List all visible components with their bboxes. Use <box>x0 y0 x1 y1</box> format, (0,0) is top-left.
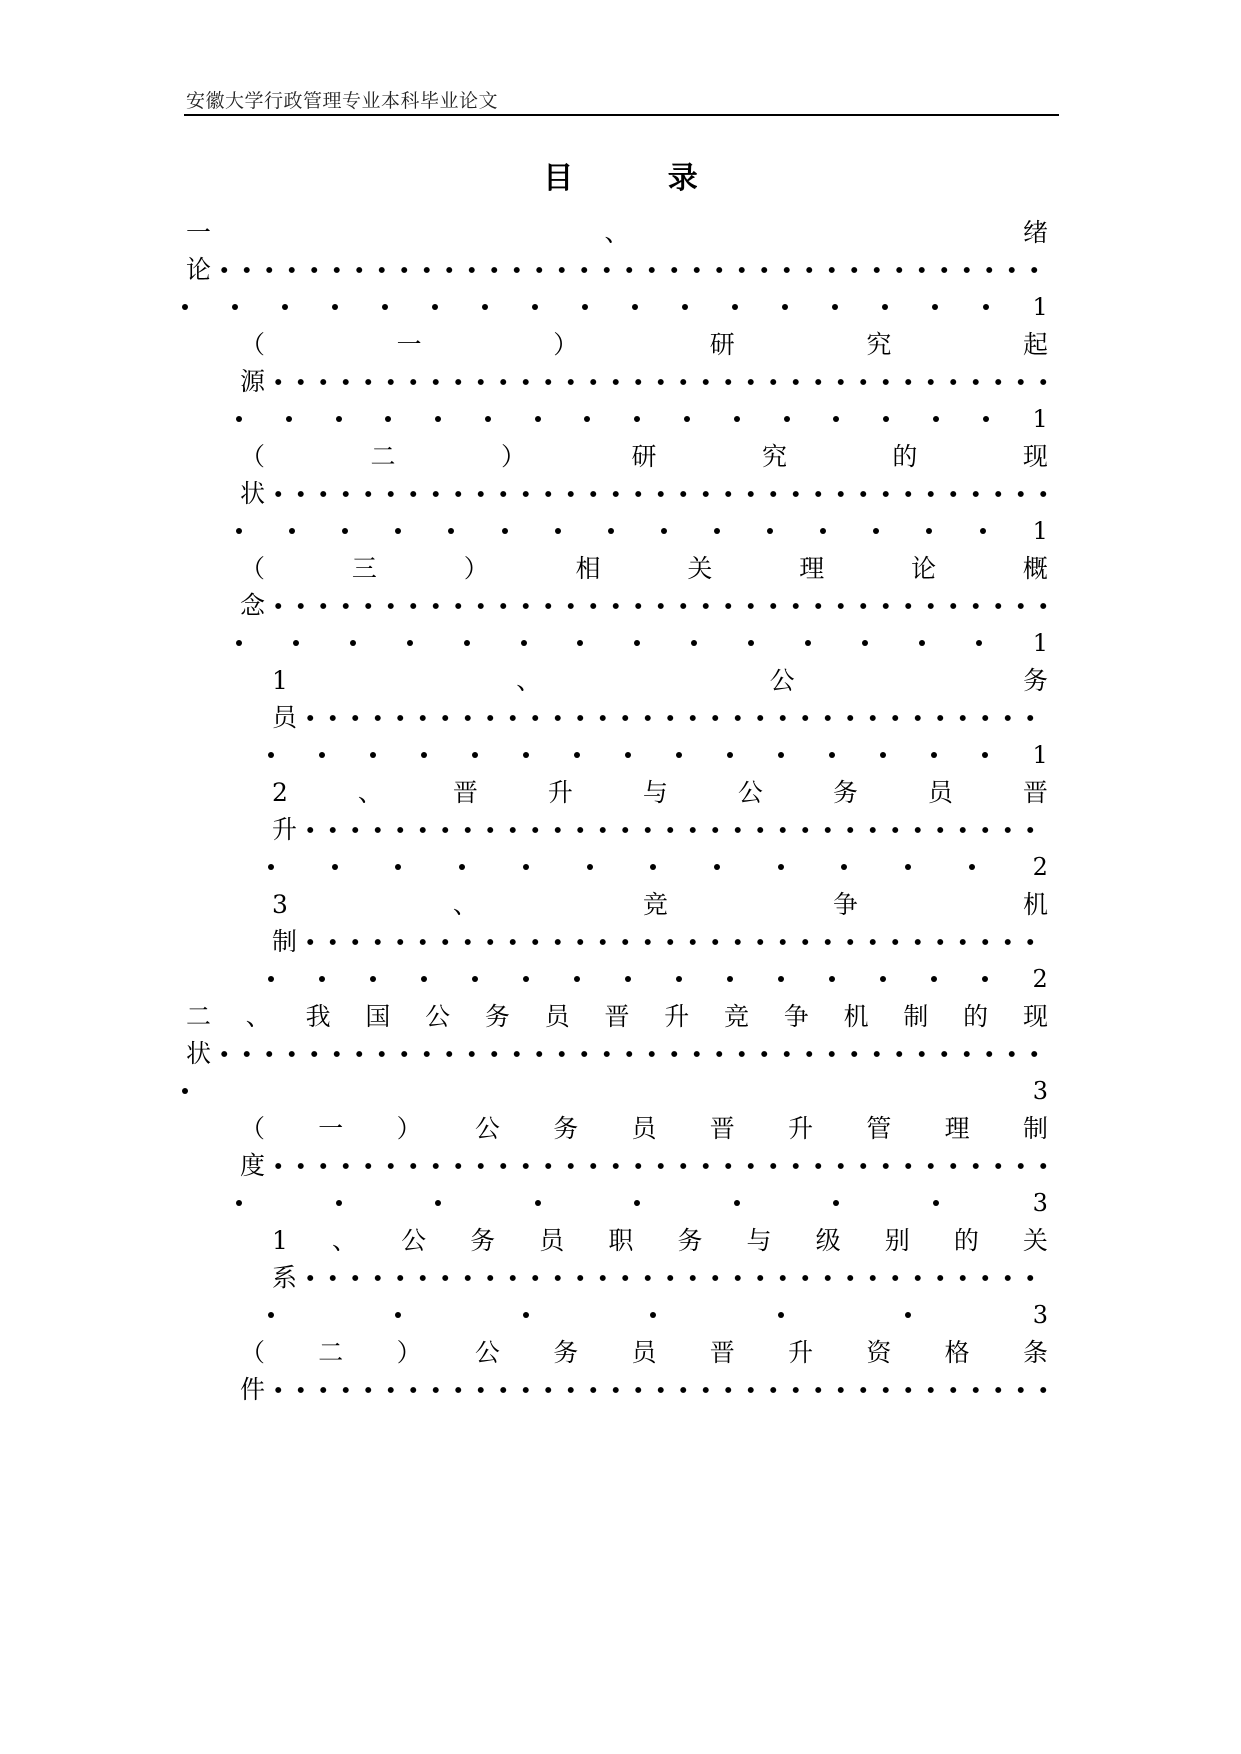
toc-entry-char: 员 <box>539 1226 565 1255</box>
leader-dot <box>382 304 388 310</box>
toc-page-number[interactable]: 1 <box>1032 293 1048 321</box>
toc-entry-leader-line <box>240 1145 1048 1187</box>
toc-entry-char: 相 <box>575 554 601 583</box>
leader-dot <box>976 640 982 646</box>
leader-dot <box>778 752 784 758</box>
toc-entry-char: 公 <box>401 1226 427 1255</box>
toc-entry-char: 公 <box>425 1002 451 1031</box>
leader-dot <box>523 864 529 870</box>
toc-entry-page-line <box>182 1070 1048 1112</box>
dot-leader <box>267 361 1048 403</box>
toc-entry-char: 晋 <box>604 1002 630 1031</box>
toc-entry-leader-line <box>272 809 1048 851</box>
toc-entry-page-line <box>268 958 1048 1000</box>
toc-entry-char: （ <box>240 1114 266 1143</box>
toc-entry-title-line[interactable] <box>240 1332 1048 1374</box>
toc-entry-char: 一 <box>186 218 212 247</box>
toc-entry-leader-line <box>240 1369 1048 1411</box>
toc-entry-char: 条 <box>1022 1338 1048 1367</box>
toc-entry-page-line <box>236 510 1048 552</box>
toc-page-number[interactable]: 3 <box>1032 1301 1048 1329</box>
toc-entry-char: 关 <box>1022 1226 1048 1255</box>
toc-entry-page-line <box>236 1182 1048 1224</box>
toc-entry-char: 概 <box>1022 554 1048 583</box>
dot-leader <box>299 697 1048 739</box>
leader-dot <box>574 752 580 758</box>
toc-entry-char: 现 <box>1022 442 1048 471</box>
toc-entry-char: 关 <box>687 554 713 583</box>
toc-entry-char: 务 <box>553 1114 579 1143</box>
toc-entry-char: 晋 <box>709 1114 735 1143</box>
leader-dot <box>980 528 986 534</box>
toc-entry-char: 、 <box>604 218 630 247</box>
leader-dot <box>933 416 939 422</box>
leader-dot <box>982 752 988 758</box>
leader-dot <box>332 864 338 870</box>
toc-entry-char: 二 <box>186 1002 212 1031</box>
leader-dot <box>778 976 784 982</box>
toc-entry-leader-line <box>272 1257 1048 1299</box>
toc-entry-title-line[interactable] <box>240 324 1048 366</box>
leader-dot <box>282 304 288 310</box>
leader-dot <box>432 304 438 310</box>
toc-entry-char: 员 <box>927 778 953 807</box>
toc-entry-char: 、 <box>357 778 383 807</box>
leader-dot <box>691 640 697 646</box>
toc-entry-char: ） <box>396 1338 422 1367</box>
toc-entry-char: 员 <box>631 1114 657 1143</box>
dot-leader <box>299 921 1048 963</box>
toc-entry-char: （ <box>240 1338 266 1367</box>
leader-dot <box>236 640 242 646</box>
toc-entry-char: 公 <box>474 1114 500 1143</box>
leader-dot <box>523 976 529 982</box>
leader-dot <box>236 528 242 534</box>
toc-entry-char: 研 <box>709 330 735 359</box>
leader-dot <box>625 752 631 758</box>
toc-entry-char: 晋 <box>452 778 478 807</box>
toc-entry-char: 1 <box>272 666 288 695</box>
toc-entry-char: 究 <box>866 330 892 359</box>
toc-entry-char: 一 <box>318 1114 344 1143</box>
toc-entry-char: 与 <box>746 1226 772 1255</box>
leader-dot <box>268 976 274 982</box>
leader-dot <box>778 1312 784 1318</box>
leader-dot <box>268 1312 274 1318</box>
leader-dot <box>535 416 541 422</box>
leader-dot <box>472 976 478 982</box>
leader-dot <box>584 416 590 422</box>
toc-entry-last-char: 源 <box>240 367 266 396</box>
toc-page-number[interactable]: 1 <box>1032 405 1048 433</box>
toc-entry-last-char: 系 <box>272 1263 298 1292</box>
toc-entry-last-char: 状 <box>240 479 266 508</box>
leader-dot <box>523 752 529 758</box>
leader-dot <box>841 864 847 870</box>
toc-entry-title-line[interactable] <box>240 548 1048 590</box>
leader-dot <box>820 528 826 534</box>
leader-dot <box>880 752 886 758</box>
toc-entry-char: 晋 <box>1022 778 1048 807</box>
toc-entry-last-char: 度 <box>240 1151 266 1180</box>
leader-dot <box>880 976 886 982</box>
running-header: 安徽大学行政管理专业本科毕业论文 <box>186 90 499 112</box>
toc-entry-char: 公 <box>737 778 763 807</box>
leader-dot <box>535 1200 541 1206</box>
toc-entry-char: ） <box>396 1114 422 1143</box>
leader-dot <box>727 752 733 758</box>
toc-entry-char: ） <box>553 330 579 359</box>
toc-entry-leader-line <box>272 921 1048 963</box>
toc-entry-title-line[interactable] <box>186 996 1048 1038</box>
toc-entry-char: 升 <box>547 778 573 807</box>
toc-entry-char: 务 <box>677 1226 703 1255</box>
toc-entry-char: 管 <box>866 1114 892 1143</box>
toc-entry-char: 争 <box>783 1002 809 1031</box>
toc-entry-char: ） <box>500 442 526 471</box>
leader-dot <box>286 416 292 422</box>
leader-dot <box>767 528 773 534</box>
dot-leader <box>267 473 1048 515</box>
toc-entry-char: 机 <box>1022 890 1048 919</box>
leader-dot <box>983 416 989 422</box>
leader-dot <box>778 864 784 870</box>
leader-dot <box>833 416 839 422</box>
toc-entry-char: 务 <box>470 1226 496 1255</box>
leader-dot <box>482 304 488 310</box>
toc-page-number[interactable]: 1 <box>1032 629 1048 657</box>
toc-entry-title-line[interactable] <box>272 660 1048 702</box>
leader-dot <box>182 304 188 310</box>
leader-dot <box>421 752 427 758</box>
leader-dot <box>395 528 401 534</box>
toc-entry-char: 起 <box>1022 330 1048 359</box>
leader-dot <box>931 976 937 982</box>
toc-entry-char: 公 <box>474 1338 500 1367</box>
leader-dot <box>608 528 614 534</box>
leader-dot <box>832 304 838 310</box>
leader-dot <box>336 1200 342 1206</box>
leader-dot <box>919 640 925 646</box>
toc-entry-page-line <box>268 846 1048 888</box>
toc-entry-char: 务 <box>1022 666 1048 695</box>
leader-dot <box>582 304 588 310</box>
toc-entry-char: 升 <box>788 1114 814 1143</box>
toc-entry-title-line[interactable] <box>186 212 1048 254</box>
toc-entry-char: 机 <box>843 1002 869 1031</box>
leader-dot <box>676 752 682 758</box>
toc-entry-title-line[interactable] <box>272 1220 1048 1262</box>
leader-dot <box>448 528 454 534</box>
leader-dot <box>926 528 932 534</box>
leader-dot <box>472 752 478 758</box>
leader-dot <box>676 976 682 982</box>
toc-entry-char: 的 <box>963 1002 989 1031</box>
toc-page-number[interactable]: 3 <box>1032 1077 1048 1105</box>
toc-entry-last-char: 升 <box>272 815 298 844</box>
leader-dot <box>829 752 835 758</box>
leader-dot <box>236 416 242 422</box>
toc-entry-char: 二 <box>318 1338 344 1367</box>
leader-dot <box>650 864 656 870</box>
leader-dot <box>829 976 835 982</box>
leader-dot <box>236 1200 242 1206</box>
toc-entry-char: 一 <box>396 330 422 359</box>
toc-entry-leader-line <box>272 697 1048 739</box>
leader-dot <box>982 976 988 982</box>
leader-dot <box>682 304 688 310</box>
toc-entry-leader-line <box>240 473 1048 515</box>
toc-entry-char: 员 <box>631 1338 657 1367</box>
leader-dot <box>289 528 295 534</box>
leader-dot <box>407 640 413 646</box>
toc-entry-char: 现 <box>1022 1002 1048 1031</box>
toc-entry-char: 研 <box>631 442 657 471</box>
toc-entry-leader-line <box>240 361 1048 403</box>
toc-entry-char: 理 <box>799 554 825 583</box>
leader-dot <box>933 1200 939 1206</box>
leader-dot <box>905 864 911 870</box>
toc-entry-char: 升 <box>788 1338 814 1367</box>
toc-entry-char: 制 <box>903 1002 929 1031</box>
toc-entry-char: 、 <box>331 1226 357 1255</box>
toc-entry-char: 我 <box>305 1002 331 1031</box>
leader-dot <box>932 304 938 310</box>
toc-page-number[interactable]: 1 <box>1032 741 1048 769</box>
leader-dot <box>882 304 888 310</box>
toc-entry-char: 理 <box>944 1114 970 1143</box>
dot-leader <box>299 809 1048 851</box>
leader-dot <box>370 752 376 758</box>
toc-entry-last-char: 念 <box>240 591 266 620</box>
leader-dot <box>632 304 638 310</box>
leader-dot <box>784 416 790 422</box>
toc-entry-title-line[interactable] <box>272 884 1048 926</box>
toc-entry-char: 资 <box>866 1338 892 1367</box>
toc-page-number[interactable]: 1 <box>1032 517 1048 545</box>
leader-dot <box>435 1200 441 1206</box>
toc-entry-title-line[interactable] <box>240 436 1048 478</box>
leader-dot <box>634 640 640 646</box>
leader-dot <box>521 640 527 646</box>
toc-entry-last-char: 状 <box>186 1039 212 1068</box>
toc-entry-char: （ <box>240 330 266 359</box>
leader-dot <box>577 640 583 646</box>
toc-entry-last-char: 论 <box>186 255 212 284</box>
leader-dot <box>714 864 720 870</box>
leader-dot <box>734 416 740 422</box>
toc-entry-last-char: 制 <box>272 927 298 956</box>
toc-entry-char: 员 <box>544 1002 570 1031</box>
leader-dot <box>969 864 975 870</box>
leader-dot <box>350 640 356 646</box>
leader-dot <box>833 1200 839 1206</box>
toc-entry-char: 论 <box>911 554 937 583</box>
leader-dot <box>574 976 580 982</box>
toc-entry-page-line <box>268 734 1048 776</box>
leader-dot <box>634 1200 640 1206</box>
toc-entry-char: 2 <box>272 778 288 807</box>
toc-entry-char: 升 <box>664 1002 690 1031</box>
dot-leader <box>213 249 1048 291</box>
leader-dot <box>319 976 325 982</box>
toc-entry-char: 、 <box>452 890 478 919</box>
leader-dot <box>370 976 376 982</box>
leader-dot <box>883 416 889 422</box>
toc-entry-char: 职 <box>608 1226 634 1255</box>
leader-dot <box>625 976 631 982</box>
leader-dot <box>336 416 342 422</box>
toc-entry-char: 竞 <box>724 1002 750 1031</box>
leader-dot <box>873 528 879 534</box>
leader-dot <box>805 640 811 646</box>
dot-leader <box>299 1257 1048 1299</box>
leader-dot <box>634 416 640 422</box>
leader-dot <box>421 976 427 982</box>
toc-entry-page-line <box>236 398 1048 440</box>
leader-dot <box>332 304 338 310</box>
toc-entry-char: 级 <box>815 1226 841 1255</box>
toc-entry-char: 务 <box>832 778 858 807</box>
leader-dot <box>268 864 274 870</box>
toc-entry-title-line[interactable] <box>240 1108 1048 1150</box>
leader-dot <box>862 640 868 646</box>
leader-dot <box>319 752 325 758</box>
toc-entry-leader-line <box>186 1033 1048 1075</box>
toc-entry-char: 二 <box>370 442 396 471</box>
toc-entry-char: 究 <box>761 442 787 471</box>
toc-entry-char: 的 <box>953 1226 979 1255</box>
toc-entry-char: 务 <box>484 1002 510 1031</box>
toc-entry-char: ） <box>463 554 489 583</box>
toc-entry-char: 的 <box>892 442 918 471</box>
leader-dot <box>293 640 299 646</box>
toc-page-number[interactable]: 3 <box>1032 1189 1048 1217</box>
leader-dot <box>232 304 238 310</box>
toc-entry-char: 与 <box>642 778 668 807</box>
dot-leader <box>267 1369 1048 1411</box>
leader-dot <box>782 304 788 310</box>
toc-entry-char: （ <box>240 554 266 583</box>
toc-entry-char: 争 <box>832 890 858 919</box>
leader-dot <box>555 528 561 534</box>
toc-page-number[interactable]: 2 <box>1032 853 1048 881</box>
toc-entry-char: 制 <box>1022 1114 1048 1143</box>
leader-dot <box>983 304 989 310</box>
leader-dot <box>523 1312 529 1318</box>
toc-page-number[interactable]: 2 <box>1032 965 1048 993</box>
leader-dot <box>485 416 491 422</box>
toc-entry-char: 格 <box>944 1338 970 1367</box>
leader-dot <box>342 528 348 534</box>
leader-dot <box>734 1200 740 1206</box>
toc-entry-char: 晋 <box>709 1338 735 1367</box>
leader-dot <box>395 1312 401 1318</box>
toc-entry-char: 1 <box>272 1226 288 1255</box>
toc-entry-last-char: 员 <box>272 703 298 732</box>
leader-dot <box>464 640 470 646</box>
toc-entry-last-char: 件 <box>240 1375 266 1404</box>
toc-entry-page-line <box>236 622 1048 664</box>
leader-dot <box>714 528 720 534</box>
toc-entry-char: 、 <box>245 1002 271 1031</box>
toc-entry-char: （ <box>240 442 266 471</box>
toc-entry-title-line[interactable] <box>272 772 1048 814</box>
leader-dot <box>727 976 733 982</box>
leader-dot <box>748 640 754 646</box>
toc-entry-char: 务 <box>553 1338 579 1367</box>
leader-dot <box>385 416 391 422</box>
leader-dot <box>931 752 937 758</box>
toc-entry-char: 国 <box>365 1002 391 1031</box>
toc-entry-page-line <box>268 1294 1048 1336</box>
dot-leader <box>267 1145 1048 1187</box>
leader-dot <box>905 1312 911 1318</box>
dot-leader <box>267 585 1048 627</box>
toc-entry-page-line <box>182 286 1048 328</box>
toc-entry-char: 3 <box>272 890 288 919</box>
leader-dot <box>502 528 508 534</box>
toc-entry-char: 公 <box>769 666 795 695</box>
toc-entry-char: 竞 <box>642 890 668 919</box>
leader-dot <box>661 528 667 534</box>
leader-dot <box>395 864 401 870</box>
leader-dot <box>684 416 690 422</box>
toc-entry-char: 别 <box>884 1226 910 1255</box>
toc-entry-char: 、 <box>516 666 542 695</box>
leader-dot <box>732 304 738 310</box>
leader-dot <box>650 1312 656 1318</box>
toc-entry-char: 绪 <box>1022 218 1048 247</box>
leader-dot <box>435 416 441 422</box>
page-title: 目 录 <box>543 161 740 196</box>
dot-leader <box>213 1033 1048 1075</box>
toc-entry-leader-line <box>240 585 1048 627</box>
leader-dot <box>532 304 538 310</box>
leader-dot <box>459 864 465 870</box>
leader-dot <box>587 864 593 870</box>
leader-dot <box>182 1088 188 1094</box>
leader-dot <box>268 752 274 758</box>
toc-entry-char: 三 <box>351 554 377 583</box>
toc-entry-leader-line <box>186 249 1048 291</box>
